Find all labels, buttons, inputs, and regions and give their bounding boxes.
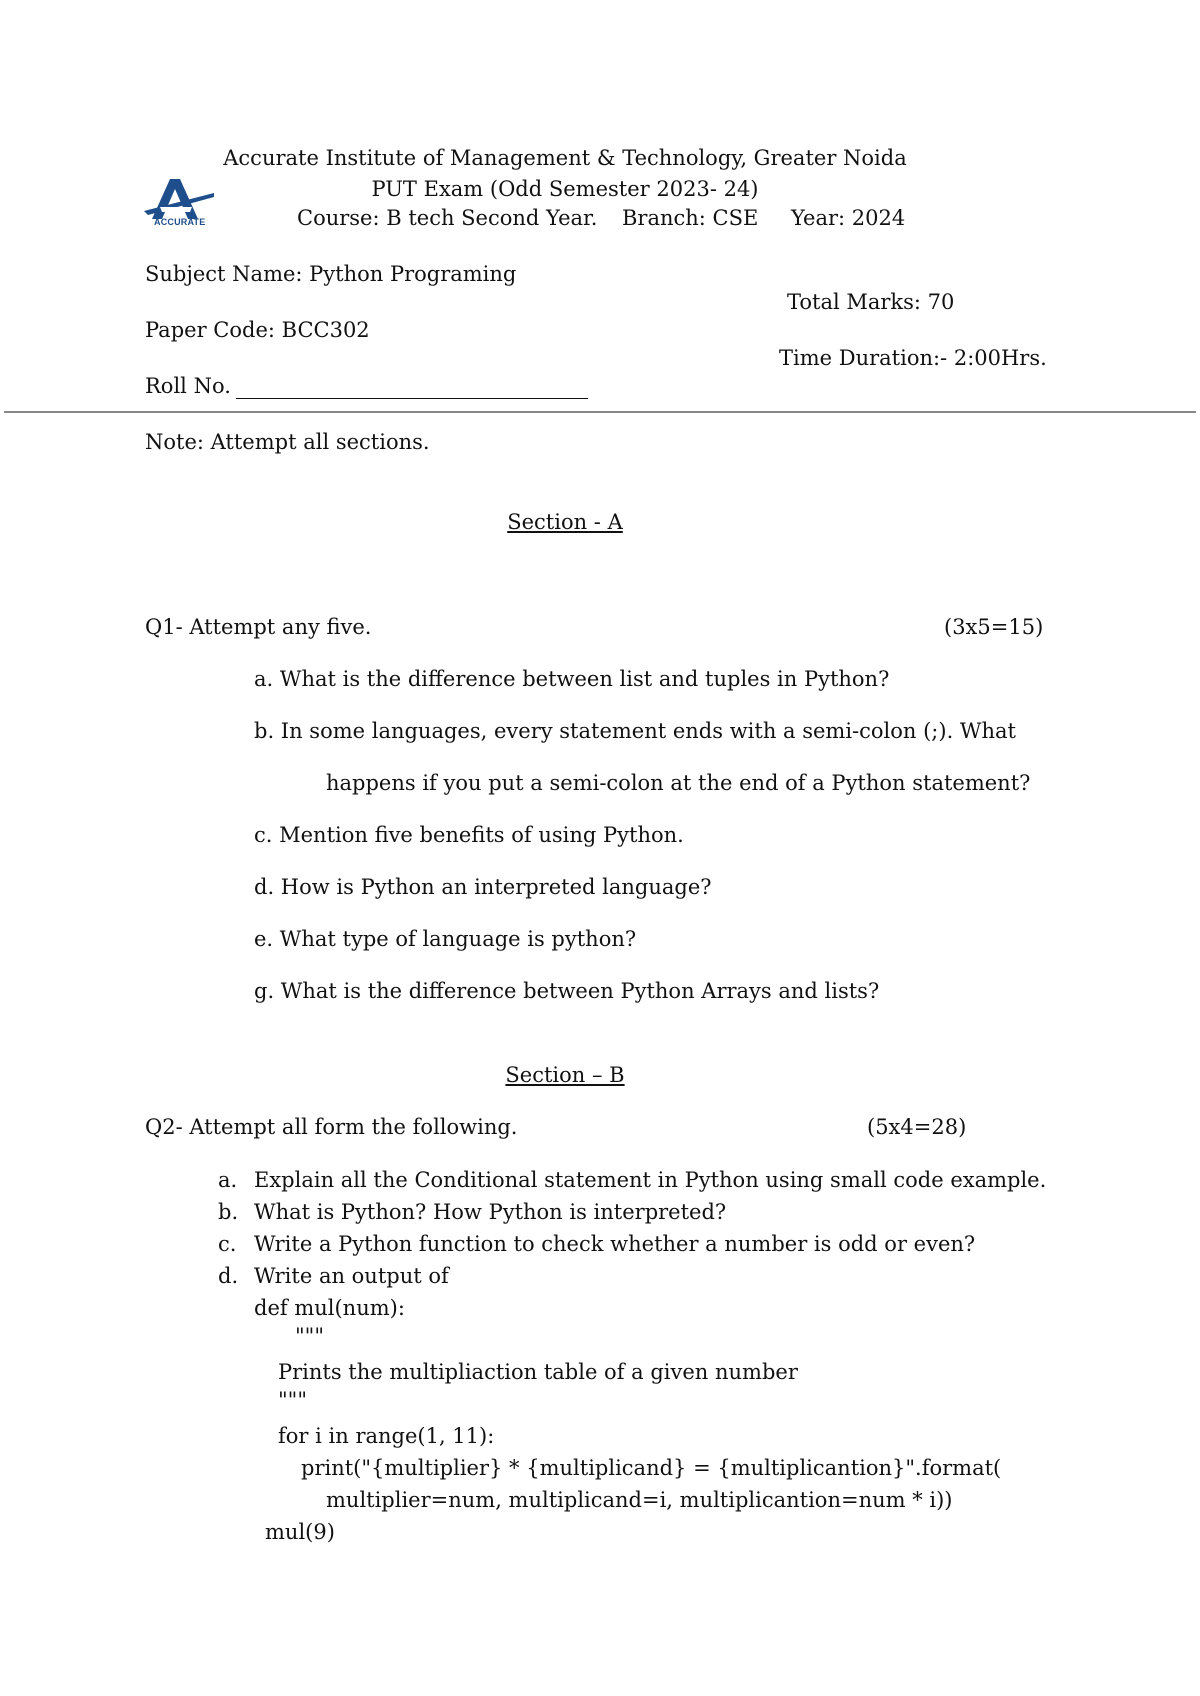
q1-marks: (3x5=15) <box>944 615 1044 639</box>
subject-name: Subject Name: Python Programing <box>145 262 517 286</box>
q1-item-b: b. In some languages, every statement ends with a semi-colon (;). What <box>254 719 1016 743</box>
course-info: Course: B tech Second Year. <box>297 206 598 230</box>
q1-item-b-cont: happens if you put a semi-colon at the end of a Python statement? <box>326 771 1031 795</box>
code-line: def mul(num): <box>254 1296 405 1320</box>
q1-item-d: d. How is Python an interpreted language? <box>254 875 712 899</box>
code-line: """ <box>295 1324 324 1348</box>
section-b-title: Section – B <box>505 1063 625 1087</box>
roll-no-line <box>236 398 588 399</box>
q2-item-c: Write a Python function to check whether a number is odd or even? <box>254 1232 976 1256</box>
institute-name: Accurate Institute of Management & Technology, Greater Noida <box>223 146 907 170</box>
q1-item-a: a. What is the difference between list and tuples in Python? <box>254 667 890 691</box>
code-line: mul(9) <box>265 1520 335 1544</box>
roll-no-label: Roll No. <box>145 374 231 398</box>
q2-item-letter: b. <box>218 1200 239 1224</box>
logo-text: ACCURATE <box>154 217 206 227</box>
q1-item-c: c. Mention five benefits of using Python. <box>254 823 684 847</box>
code-line: print("{multiplier} * {multiplicand} = {multiplicantion}".format( <box>301 1456 1002 1480</box>
q2-item-letter: c. <box>218 1232 237 1256</box>
q1-item-g: g. What is the difference between Python Arrays and lists? <box>254 979 880 1003</box>
q2-marks: (5x4=28) <box>867 1115 967 1139</box>
header-divider <box>4 411 1196 413</box>
q2-item-a: Explain all the Conditional statement in Python using small code example. <box>254 1168 1047 1192</box>
branch-info: Branch: CSE <box>622 206 759 230</box>
paper-code: Paper Code: BCC302 <box>145 318 370 342</box>
year-info: Year: 2024 <box>791 206 906 230</box>
exam-title: PUT Exam (Odd Semester 2023- 24) <box>371 177 759 201</box>
total-marks: Total Marks: 70 <box>787 290 955 314</box>
code-line: Prints the multipliaction table of a given number <box>278 1360 798 1384</box>
time-duration: Time Duration:- 2:00Hrs. <box>779 346 1047 370</box>
section-a-title: Section - A <box>507 510 623 534</box>
note: Note: Attempt all sections. <box>145 430 430 454</box>
q2-item-letter: d. <box>218 1264 239 1288</box>
code-line: """ <box>278 1388 307 1412</box>
q2-item-d: Write an output of <box>254 1264 449 1288</box>
q1-label: Q1- Attempt any five. <box>145 615 372 639</box>
q2-label: Q2- Attempt all form the following. <box>145 1115 518 1139</box>
q2-item-b: What is Python? How Python is interpreted? <box>254 1200 727 1224</box>
q2-item-letter: a. <box>218 1168 238 1192</box>
q1-item-e: e. What type of language is python? <box>254 927 637 951</box>
code-line: for i in range(1, 11): <box>278 1424 495 1448</box>
code-line: multiplier=num, multiplicand=i, multiplicantion=num * i)) <box>326 1488 953 1512</box>
